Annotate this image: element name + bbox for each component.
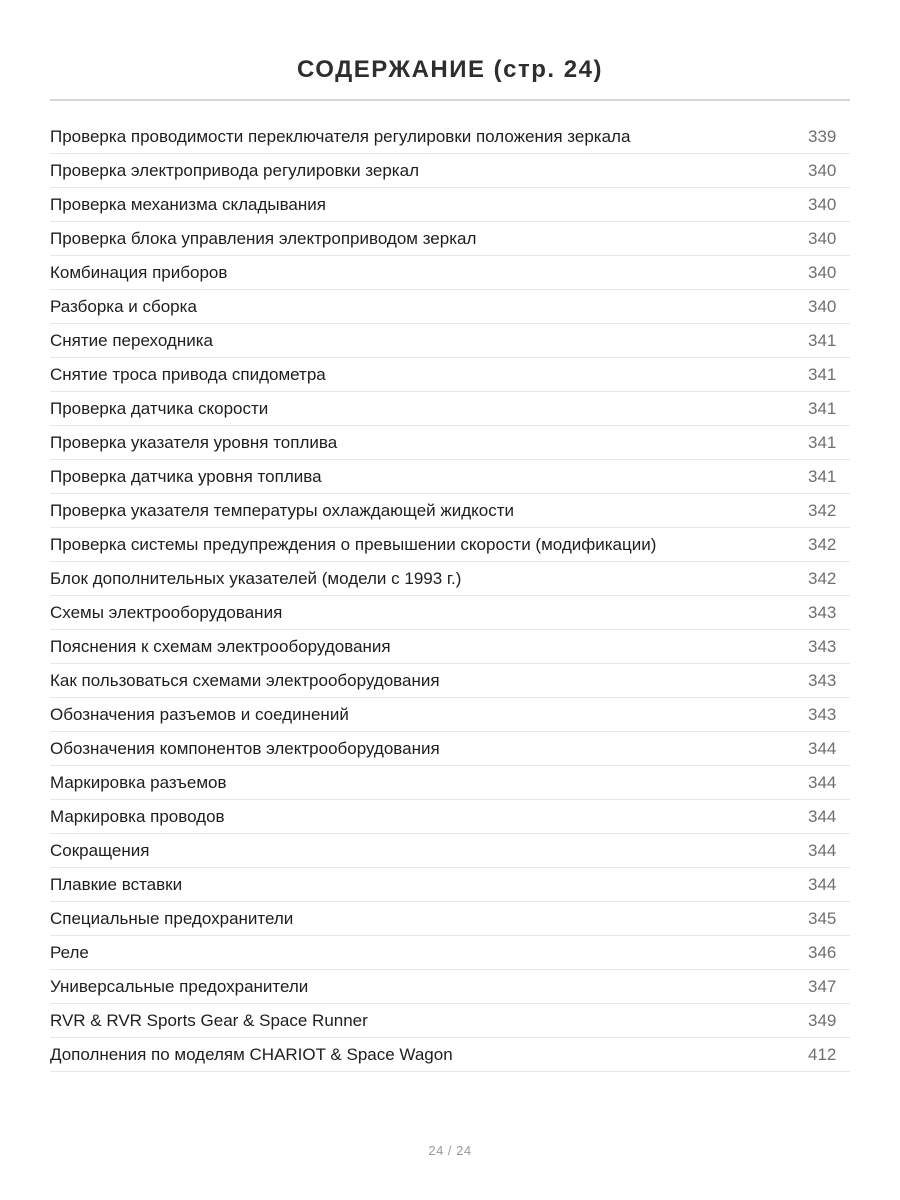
toc-entry-page: 344 bbox=[808, 738, 837, 758]
toc-entry[interactable] bbox=[50, 494, 850, 528]
toc-entry[interactable] bbox=[50, 800, 850, 834]
toc-entry-title: RVR & RVR Sports Gear & Space Runner bbox=[50, 1010, 368, 1030]
toc-entry-title: Маркировка проводов bbox=[50, 806, 225, 826]
toc-entry-page: 341 bbox=[808, 398, 837, 418]
toc-entry-page: 344 bbox=[808, 806, 837, 826]
toc-entry-title: Дополнения по моделям CHARIOT & Space Wagon bbox=[50, 1044, 453, 1064]
toc-entry[interactable] bbox=[50, 460, 850, 494]
toc-entry[interactable] bbox=[50, 324, 850, 358]
toc-entry[interactable] bbox=[50, 392, 850, 426]
toc-entry-page: 340 bbox=[808, 296, 837, 316]
toc-entry-page: 342 bbox=[808, 568, 837, 588]
toc-entry-title: Снятие троса привода спидометра bbox=[50, 364, 326, 384]
page-title: СОДЕРЖАНИЕ (стр. 24) bbox=[297, 56, 603, 84]
toc-entry-page: 349 bbox=[808, 1010, 837, 1030]
toc-entry[interactable] bbox=[50, 868, 850, 902]
toc-entry-page: 343 bbox=[808, 704, 837, 724]
toc-entry-page: 341 bbox=[808, 364, 837, 384]
table-of-contents bbox=[50, 120, 850, 1072]
toc-entry-title: Проверка механизма складывания bbox=[50, 194, 326, 214]
toc-entry-title: Снятие переходника bbox=[50, 330, 213, 350]
toc-entry-page: 412 bbox=[808, 1044, 837, 1064]
toc-entry-title: Реле bbox=[50, 942, 89, 962]
toc-entry[interactable] bbox=[50, 154, 850, 188]
toc-entry-page: 346 bbox=[808, 942, 837, 962]
toc-entry[interactable] bbox=[50, 630, 850, 664]
toc-entry[interactable] bbox=[50, 426, 850, 460]
toc-entry-title: Проверка датчика скорости bbox=[50, 398, 269, 418]
toc-entry-title: Проверка проводимости переключателя регулировки положения зеркала bbox=[50, 126, 631, 146]
toc-entry[interactable] bbox=[50, 936, 850, 970]
title-divider bbox=[50, 99, 850, 101]
toc-entry-title: Проверка указателя уровня топлива bbox=[50, 432, 338, 452]
toc-entry-page: 341 bbox=[808, 432, 837, 452]
toc-entry-title: Проверка системы предупреждения о превышении скорости (модификации) bbox=[50, 534, 657, 554]
toc-entry[interactable] bbox=[50, 120, 850, 154]
toc-entry-title: Сокращения bbox=[50, 840, 150, 860]
toc-entry[interactable] bbox=[50, 732, 850, 766]
toc-entry[interactable] bbox=[50, 766, 850, 800]
toc-entry-page: 344 bbox=[808, 772, 837, 792]
toc-entry-title: Как пользоваться схемами электрооборудования bbox=[50, 670, 440, 690]
toc-entry-page: 343 bbox=[808, 602, 837, 622]
toc-entry[interactable] bbox=[50, 256, 850, 290]
toc-entry-page: 340 bbox=[808, 160, 837, 180]
toc-entry-page: 343 bbox=[808, 670, 837, 690]
toc-entry[interactable] bbox=[50, 358, 850, 392]
toc-entry-title: Проверка блока управления электроприводом зеркал bbox=[50, 228, 477, 248]
toc-entry-page: 340 bbox=[808, 262, 837, 282]
toc-entry-title: Проверка указателя температуры охлаждающей жидкости bbox=[50, 500, 515, 520]
toc-entry[interactable] bbox=[50, 970, 850, 1004]
toc-entry-page: 343 bbox=[808, 636, 837, 656]
toc-entry[interactable] bbox=[50, 528, 850, 562]
toc-entry-page: 339 bbox=[808, 126, 837, 146]
toc-entry-page: 345 bbox=[808, 908, 837, 928]
toc-entry-page: 347 bbox=[808, 976, 837, 996]
toc-entry-title: Обозначения компонентов электрооборудования bbox=[50, 738, 440, 758]
toc-entry-title: Схемы электрооборудования bbox=[50, 602, 283, 622]
toc-entry-title: Пояснения к схемам электрооборудования bbox=[50, 636, 391, 656]
toc-entry[interactable] bbox=[50, 290, 850, 324]
toc-entry-page: 342 bbox=[808, 534, 837, 554]
toc-entry[interactable] bbox=[50, 188, 850, 222]
toc-entry[interactable] bbox=[50, 902, 850, 936]
toc-entry-title: Специальные предохранители bbox=[50, 908, 294, 928]
toc-entry-title: Проверка электропривода регулировки зеркал bbox=[50, 160, 419, 180]
toc-entry[interactable] bbox=[50, 562, 850, 596]
toc-entry[interactable] bbox=[50, 222, 850, 256]
toc-entry-title: Проверка датчика уровня топлива bbox=[50, 466, 322, 486]
toc-entry[interactable] bbox=[50, 596, 850, 630]
toc-entry-page: 340 bbox=[808, 228, 837, 248]
toc-entry[interactable] bbox=[50, 1004, 850, 1038]
toc-entry-page: 344 bbox=[808, 874, 837, 894]
toc-entry-title: Обозначения разъемов и соединений bbox=[50, 704, 349, 724]
toc-entry-title: Маркировка разъемов bbox=[50, 772, 227, 792]
toc-entry[interactable] bbox=[50, 698, 850, 732]
toc-entry-title: Комбинация приборов bbox=[50, 262, 228, 282]
toc-entry[interactable] bbox=[50, 1038, 850, 1072]
page-number: 24 / 24 bbox=[428, 1143, 472, 1158]
toc-entry-page: 342 bbox=[808, 500, 837, 520]
toc-entry[interactable] bbox=[50, 664, 850, 698]
toc-entry-title: Универсальные предохранители bbox=[50, 976, 309, 996]
toc-entry[interactable] bbox=[50, 834, 850, 868]
toc-entry-title: Разборка и сборка bbox=[50, 296, 197, 316]
toc-entry-page: 341 bbox=[808, 466, 837, 486]
toc-entry-page: 340 bbox=[808, 194, 837, 214]
toc-entry-title: Блок дополнительных указателей (модели с 1993 г.) bbox=[50, 568, 462, 588]
toc-entry-page: 344 bbox=[808, 840, 837, 860]
toc-entry-page: 341 bbox=[808, 330, 837, 350]
toc-entry-title: Плавкие вставки bbox=[50, 874, 183, 894]
